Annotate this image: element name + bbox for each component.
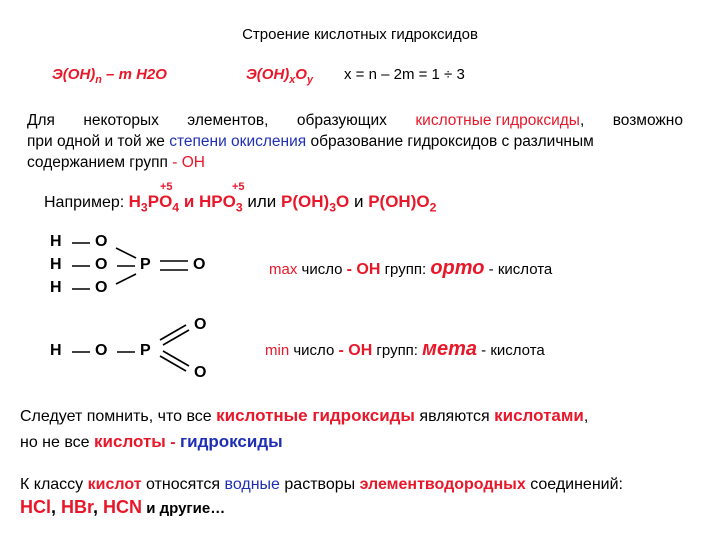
- formula-text: P(OH)O: [368, 192, 430, 211]
- index-relation: x = n – 2m = 1 ÷ 3: [344, 66, 465, 83]
- formula-hbr: HBr: [61, 497, 94, 517]
- word: возможно: [612, 112, 683, 129]
- formula-hcn: HCN: [103, 497, 143, 517]
- term-acid-hydroxides: кислотные гидроксиды: [216, 406, 415, 425]
- formula-text: – m H2O: [101, 66, 167, 83]
- formula-index: n: [95, 73, 102, 86]
- word: элементов,: [187, 112, 269, 129]
- formula-text: O: [336, 192, 350, 211]
- conjunction: и: [179, 192, 200, 211]
- bond-o-p: [116, 248, 136, 258]
- term-acids: кислотами: [494, 406, 584, 425]
- formula-text: P(OH): [281, 192, 330, 211]
- atom-h: H: [50, 256, 62, 273]
- text: групп:: [380, 261, 431, 278]
- atom-o: O: [194, 364, 207, 381]
- double-bond-p-o: [163, 351, 189, 366]
- formula-text: O: [295, 66, 307, 83]
- formula-text: Э(OH): [246, 66, 290, 83]
- note-line-1: [20, 406, 588, 426]
- text: Следует помнить, что все: [20, 408, 217, 425]
- meta-term: мета: [422, 338, 477, 360]
- text: растворы: [279, 476, 360, 493]
- oxidation-state-2: +5: [232, 181, 245, 193]
- atom-h: H: [50, 342, 62, 359]
- text: соединений:: [525, 476, 623, 493]
- text: и другие…: [142, 500, 226, 517]
- formula-text: Э(OH): [52, 66, 96, 83]
- ortho-term: орто: [430, 257, 485, 279]
- text: являются: [414, 408, 495, 425]
- text: при одной и той же: [27, 133, 170, 150]
- text: -: [165, 434, 181, 451]
- atom-o: O: [95, 233, 108, 250]
- double-bond-p-o: [160, 356, 186, 371]
- punct: ,: [93, 497, 104, 517]
- oxidation-state-1: +5: [160, 181, 173, 193]
- atom-o: O: [95, 256, 108, 273]
- word: Для: [27, 112, 55, 129]
- atom-h: H: [50, 233, 62, 250]
- term-acids: кислоты: [94, 432, 166, 451]
- text: содержанием групп: [27, 154, 173, 171]
- formula-text: H: [128, 192, 141, 211]
- note-line-2: [20, 432, 283, 452]
- meta-description: [265, 338, 545, 361]
- atom-o: O: [194, 316, 207, 333]
- oh-group: - OH: [338, 342, 373, 359]
- page-title: Строение кислотных гидроксидов: [242, 26, 478, 43]
- term-element-hydrogen: элементводородных: [359, 476, 526, 493]
- acid-class-line: [20, 476, 623, 494]
- formula-index: 4: [172, 200, 180, 215]
- formula-text: PO: [147, 192, 173, 211]
- atom-o: O: [95, 342, 108, 359]
- punct: ,: [579, 112, 585, 129]
- formula-index: x: [289, 73, 296, 86]
- text: max: [269, 261, 298, 278]
- text: групп:: [372, 342, 423, 359]
- text: число: [289, 342, 339, 359]
- text: К классу: [20, 476, 88, 493]
- formula-index: y: [306, 73, 313, 86]
- term-oxidation-state: степени окисления: [169, 133, 307, 150]
- acid-examples-line: [20, 497, 225, 518]
- word: образующих: [296, 112, 387, 129]
- double-bond-p-o: [160, 325, 186, 340]
- formula-index: 3: [329, 200, 337, 215]
- term-hydroxides: гидроксиды: [180, 432, 283, 451]
- text: образование гидроксидов с различным: [306, 133, 594, 150]
- text: min: [265, 342, 290, 359]
- ortho-description: [269, 257, 552, 280]
- text: но не все: [20, 434, 95, 451]
- term-aqueous: водные: [224, 476, 280, 493]
- punct: ,: [583, 408, 589, 425]
- atom-o: O: [95, 279, 108, 296]
- atom-h: H: [50, 279, 62, 296]
- oh-group: - OH: [346, 261, 381, 278]
- word: некоторых: [83, 112, 159, 129]
- text: относятся: [141, 476, 225, 493]
- bond-o-p: [116, 274, 136, 284]
- example-label: Например:: [44, 194, 129, 211]
- atom-o: O: [193, 256, 206, 273]
- formula-text: HPO: [199, 192, 236, 211]
- text: число: [297, 261, 347, 278]
- atom-p: P: [140, 256, 151, 273]
- punct: ,: [51, 497, 62, 517]
- conjunction: и: [349, 192, 369, 211]
- text: - кислота: [484, 261, 553, 278]
- term-acids: кислот: [87, 476, 142, 493]
- formula-index: 3: [235, 200, 243, 215]
- text: - кислота: [476, 342, 545, 359]
- formula-hcl: HCl: [20, 497, 51, 517]
- term-oh-group: - OH: [172, 154, 205, 171]
- formula-index: 2: [429, 200, 437, 215]
- double-bond-p-o: [163, 330, 189, 345]
- term-acid-hydroxides: кислотные гидроксиды: [415, 112, 580, 129]
- atom-p: P: [140, 342, 151, 359]
- conjunction: или: [242, 192, 282, 211]
- formula-index: 3: [140, 200, 148, 215]
